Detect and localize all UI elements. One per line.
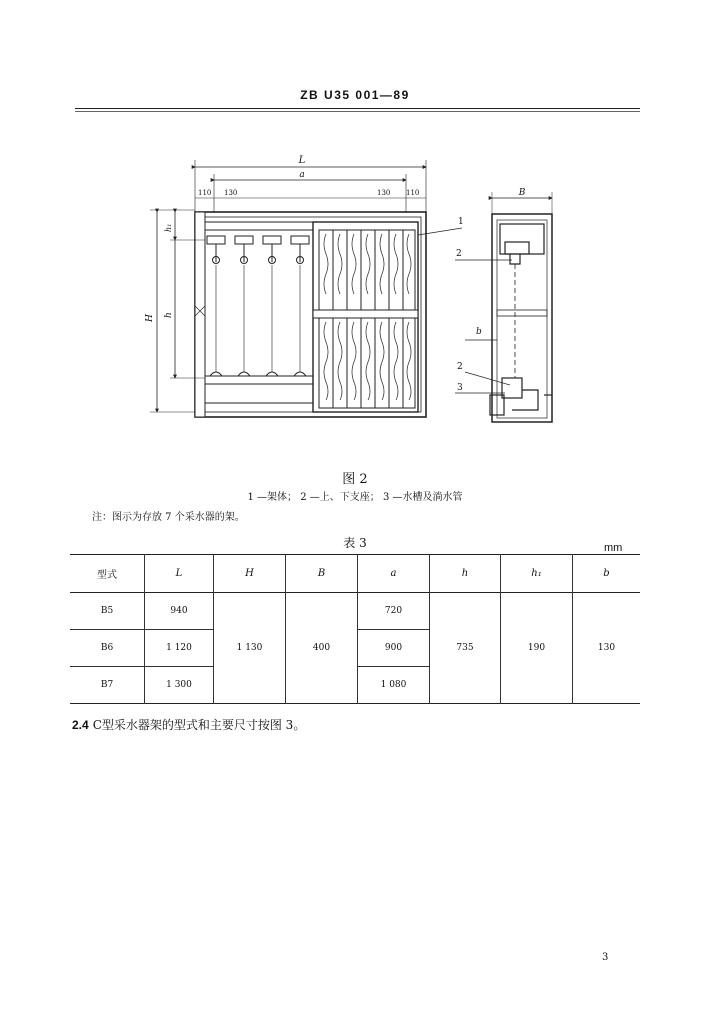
cell-model: B7 — [100, 680, 114, 690]
dim-label-b: b — [476, 327, 482, 337]
side-view — [455, 192, 552, 422]
cell-h: 735 — [430, 593, 501, 704]
dim-right-margin: 110 — [406, 189, 420, 197]
cell-H: 1 130 — [214, 593, 286, 704]
header-rule-secondary — [75, 111, 640, 112]
dim-left-margin: 110 — [198, 189, 212, 197]
col-header-a: a — [358, 555, 430, 593]
dim-label-L: L — [298, 155, 306, 166]
dim-label-h1: h₁ — [164, 223, 173, 232]
col-header-h1: h₁ — [501, 555, 573, 593]
table-unit: mm — [604, 542, 623, 554]
part-label-3: 3 — [457, 383, 463, 393]
part-label-2-top: 2 — [456, 249, 462, 259]
col-header-H: H — [214, 555, 286, 593]
cell-b: 130 — [573, 593, 641, 704]
dimension-table — [70, 554, 640, 704]
cell-model: B6 — [70, 630, 145, 667]
dim-label-h: h — [164, 312, 174, 318]
col-header-B: B — [286, 555, 358, 593]
cell-B: 400 — [286, 593, 358, 704]
figure-legend: 1 —架体； 2 —上、下支座； 3 —水槽及淌水管 — [247, 492, 463, 503]
part-label-2-bottom: 2 — [457, 362, 463, 372]
clause-text: C型采水器架的型式和主要尺寸按图 3。 — [92, 718, 306, 732]
clause-number: 2.4 — [72, 718, 89, 732]
figure-note: 注：图示为存放 7 个采水器的架。 — [92, 512, 245, 523]
col-header-b: b — [573, 555, 641, 593]
cell-h1: 190 — [501, 593, 573, 704]
table-row — [70, 593, 640, 630]
table-header-row — [70, 555, 640, 593]
clause-2-4 — [72, 716, 305, 733]
dim-label-B: B — [518, 188, 526, 198]
front-view — [150, 160, 462, 417]
figure-caption: 图 2 — [342, 472, 368, 487]
col-header-L: L — [145, 555, 214, 593]
cell-a: 900 — [358, 630, 430, 667]
header-rule — [75, 108, 640, 109]
page-header: ZB U35 001—89 — [300, 88, 410, 102]
dim-label-H: H — [145, 314, 155, 322]
dim-label-a: a — [299, 170, 305, 180]
table-caption: 表 3 — [343, 536, 367, 550]
cell-a: 720 — [358, 593, 430, 630]
cell-L: 940 — [145, 593, 214, 630]
dim-pitch-right: 130 — [377, 189, 391, 197]
part-label-1: 1 — [458, 217, 464, 227]
cell-L: 1 120 — [145, 630, 214, 667]
col-header-h: h — [430, 555, 501, 593]
page-number: 3 — [602, 952, 609, 963]
cell-L: 1 300 — [145, 667, 214, 704]
cell-a: 1 080 — [358, 667, 430, 704]
figure-2-drawing — [0, 150, 710, 440]
col-header-model: 型式 — [97, 570, 117, 581]
dim-pitch-left: 130 — [224, 189, 238, 197]
cell-model: B5 — [70, 593, 145, 630]
